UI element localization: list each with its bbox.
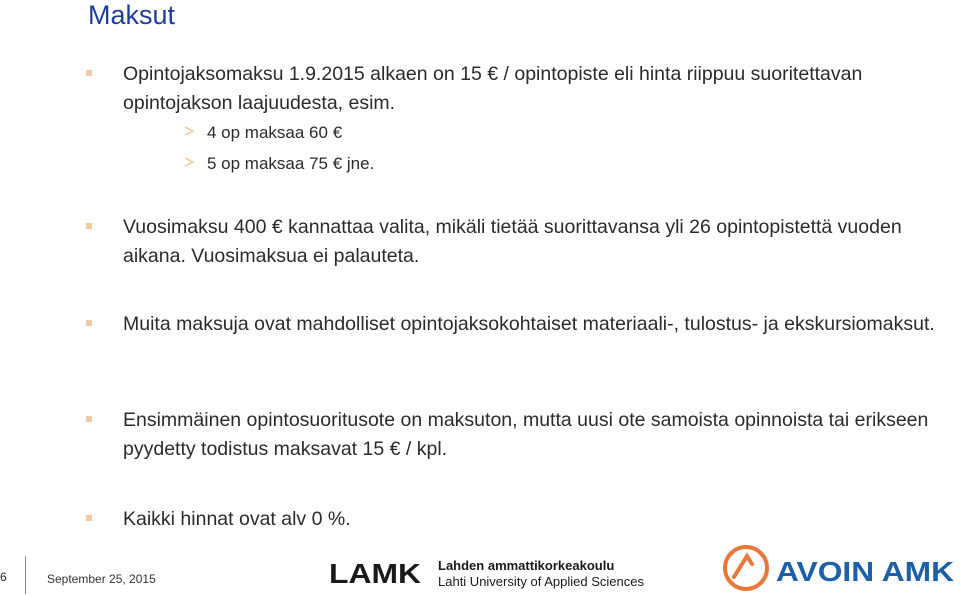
lamk-name [438,558,644,590]
bullet-text: Opintojaksomaksu 1.9.2015 alkaen on 15 € / opintopiste eli hinta riippuu suoritettavan opintojakson laajuudesta, esim. [123,63,863,114]
sub-bullet-text: 4 op maksaa 60 € [207,123,343,142]
bullet-marker [86,223,92,229]
avoin-logo-mark [734,556,752,577]
lamk-logo [329,560,423,586]
footer-divider [25,556,26,594]
bullet-text: Kaikki hinnat ovat alv 0 %. [123,508,351,530]
avoin-amk-logo [722,544,958,594]
bullet-text: Muita maksuja ovat mahdolliset opintojaksokohtaiset materiaali-, tulostus- ja ekskursiomaksut. [123,313,935,335]
arrow-bullet-icon [183,125,195,137]
lamk-logo-text: LAMK [329,560,421,586]
bullet-marker [86,416,92,422]
bullet-marker [86,320,92,326]
bullet-marker [86,515,92,521]
page-title: Maksut [88,0,176,30]
page-number: 6 [0,570,7,584]
bullet-text: Vuosimaksu 400 € kannattaa valita, mikäli tietää suorittavansa yli 26 opintopistettä vuoden aikana. Vuosimaksua ei palauteta. [123,216,902,267]
avoin-logo-ring [725,547,767,589]
bullet-text: Ensimmäinen opintosuoritusote on maksuton, mutta uusi ote samoista opinnoista tai erikseen pyydetty todistus maksavat 15 € / kpl. [123,409,929,460]
lamk-name-fi: Lahden ammattikorkeakoulu [438,558,615,573]
sub-bullet-text: 5 op maksaa 75 € jne. [207,154,375,173]
footer-date: September 25, 2015 [47,572,156,586]
lamk-name-en: Lahti University of Applied Sciences [438,574,644,589]
bullet-marker [86,70,92,76]
arrow-bullet-icon [183,156,195,168]
avoin-logo-text: AVOIN AMK [776,556,954,587]
